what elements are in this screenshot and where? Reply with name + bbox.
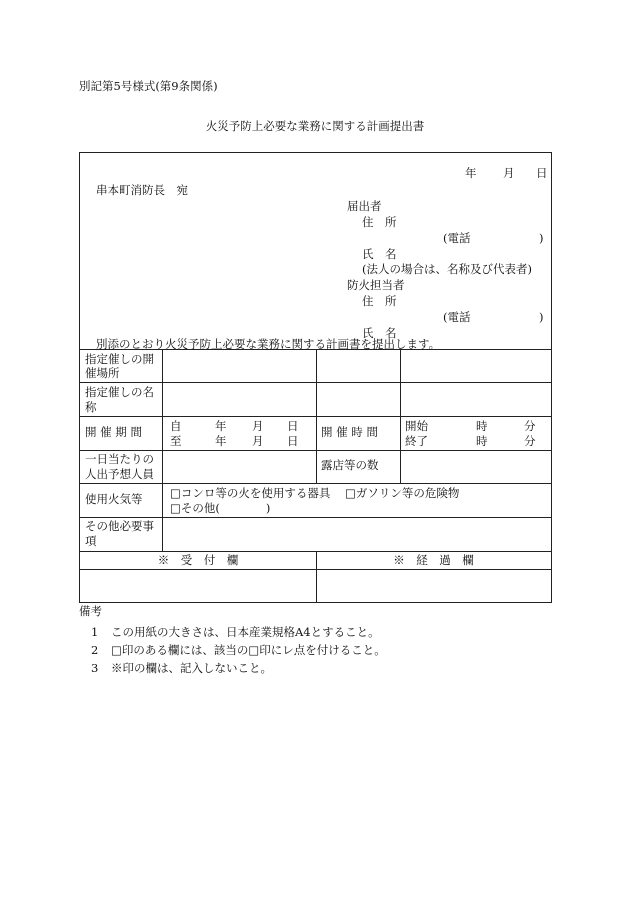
hours-label: 開 催 時 間: [321, 425, 378, 439]
fire-manager-label: 防火担当者: [347, 278, 405, 292]
note-text: この用紙の大きさは、日本産業規格A4とすること。: [111, 625, 380, 639]
venue-label-line1: 指定催しの開: [85, 352, 154, 366]
hours-end-hour: 時: [476, 434, 488, 448]
applicant-phone-close: ): [539, 231, 544, 245]
grid-line: [400, 349, 401, 483]
event-name-label-line1: 指定催しの名: [85, 385, 154, 399]
fire-use-label: 使用火気等: [85, 492, 143, 506]
notes-heading: 備考: [79, 604, 102, 618]
addressee: 串本町消防長 宛: [96, 183, 188, 197]
applicant-phone-open: (電話: [443, 231, 471, 245]
hours-start-hour: 時: [476, 419, 488, 433]
note-text: □印のある欄には、該当の□印にレ点を付けること。: [111, 643, 386, 657]
period-from-day: 日: [287, 419, 299, 433]
reception-column-header: ※ 受 付 欄: [157, 553, 239, 567]
date-year: 年: [465, 166, 477, 180]
note-number: 1: [91, 625, 99, 639]
period-from-year: 年: [215, 419, 227, 433]
period-to-year: 年: [215, 434, 227, 448]
note-number: 3: [91, 661, 99, 675]
hours-start: 開始: [405, 419, 428, 433]
grid-line: [316, 349, 317, 483]
hours-start-minute: 分: [524, 419, 536, 433]
period-from-month: 月: [252, 419, 264, 433]
event-name-label-line2: 称: [85, 400, 97, 414]
fire-manager-address: 住 所: [362, 294, 397, 308]
period-to-month: 月: [252, 434, 264, 448]
other-matters-label-line1: その他必要事: [85, 519, 154, 533]
hours-end-minute: 分: [524, 434, 536, 448]
period-to: 至: [170, 434, 182, 448]
note-text: ※印の欄は、記入しないこと。: [111, 661, 272, 675]
date-day: 日: [536, 166, 548, 180]
fire-manager-phone-open: (電話: [443, 310, 471, 324]
applicant-label: 届出者: [347, 199, 382, 213]
application-form-table: [79, 152, 552, 603]
venue-label-line2: 催場所: [85, 366, 120, 380]
note-number: 2: [91, 643, 99, 657]
hours-end: 終了: [405, 434, 428, 448]
form-title: 火災予防上必要な業務に関する計画提出書: [205, 119, 425, 133]
attendees-label-line2: 人出予想人員: [85, 467, 154, 481]
applicant-name: 氏 名: [362, 247, 397, 261]
date-month: 月: [503, 166, 515, 180]
declaration: 別添のとおり火災予防上必要な業務に関する計画書を提出します。: [96, 337, 441, 351]
period-label: 開 催 期 間: [85, 425, 142, 439]
grid-line: [162, 349, 163, 551]
other-matters-label-line2: 項: [85, 534, 97, 548]
grid-line: [80, 483, 551, 484]
fire-option-other: □その他( ): [170, 501, 271, 515]
fire-option-gasoline: □ガソリン等の危険物: [345, 486, 460, 500]
progress-column-header: ※ 経 過 欄: [393, 553, 474, 567]
period-from: 自: [170, 419, 182, 433]
period-to-day: 日: [287, 434, 299, 448]
fire-manager-name: 氏 名: [362, 326, 397, 340]
fire-manager-phone-close: ): [539, 310, 544, 324]
attendees-label-line1: 一日当たりの: [85, 452, 154, 466]
form-number: 別記第5号様式(第9条関係): [79, 79, 218, 93]
applicant-note: (法人の場合は、名称及び代表者): [362, 262, 532, 276]
grid-line: [80, 517, 551, 518]
stalls-label: 露店等の数: [321, 458, 379, 472]
fire-option-stove: □コンロ等の火を使用する器具: [170, 486, 331, 500]
applicant-address: 住 所: [362, 215, 397, 229]
